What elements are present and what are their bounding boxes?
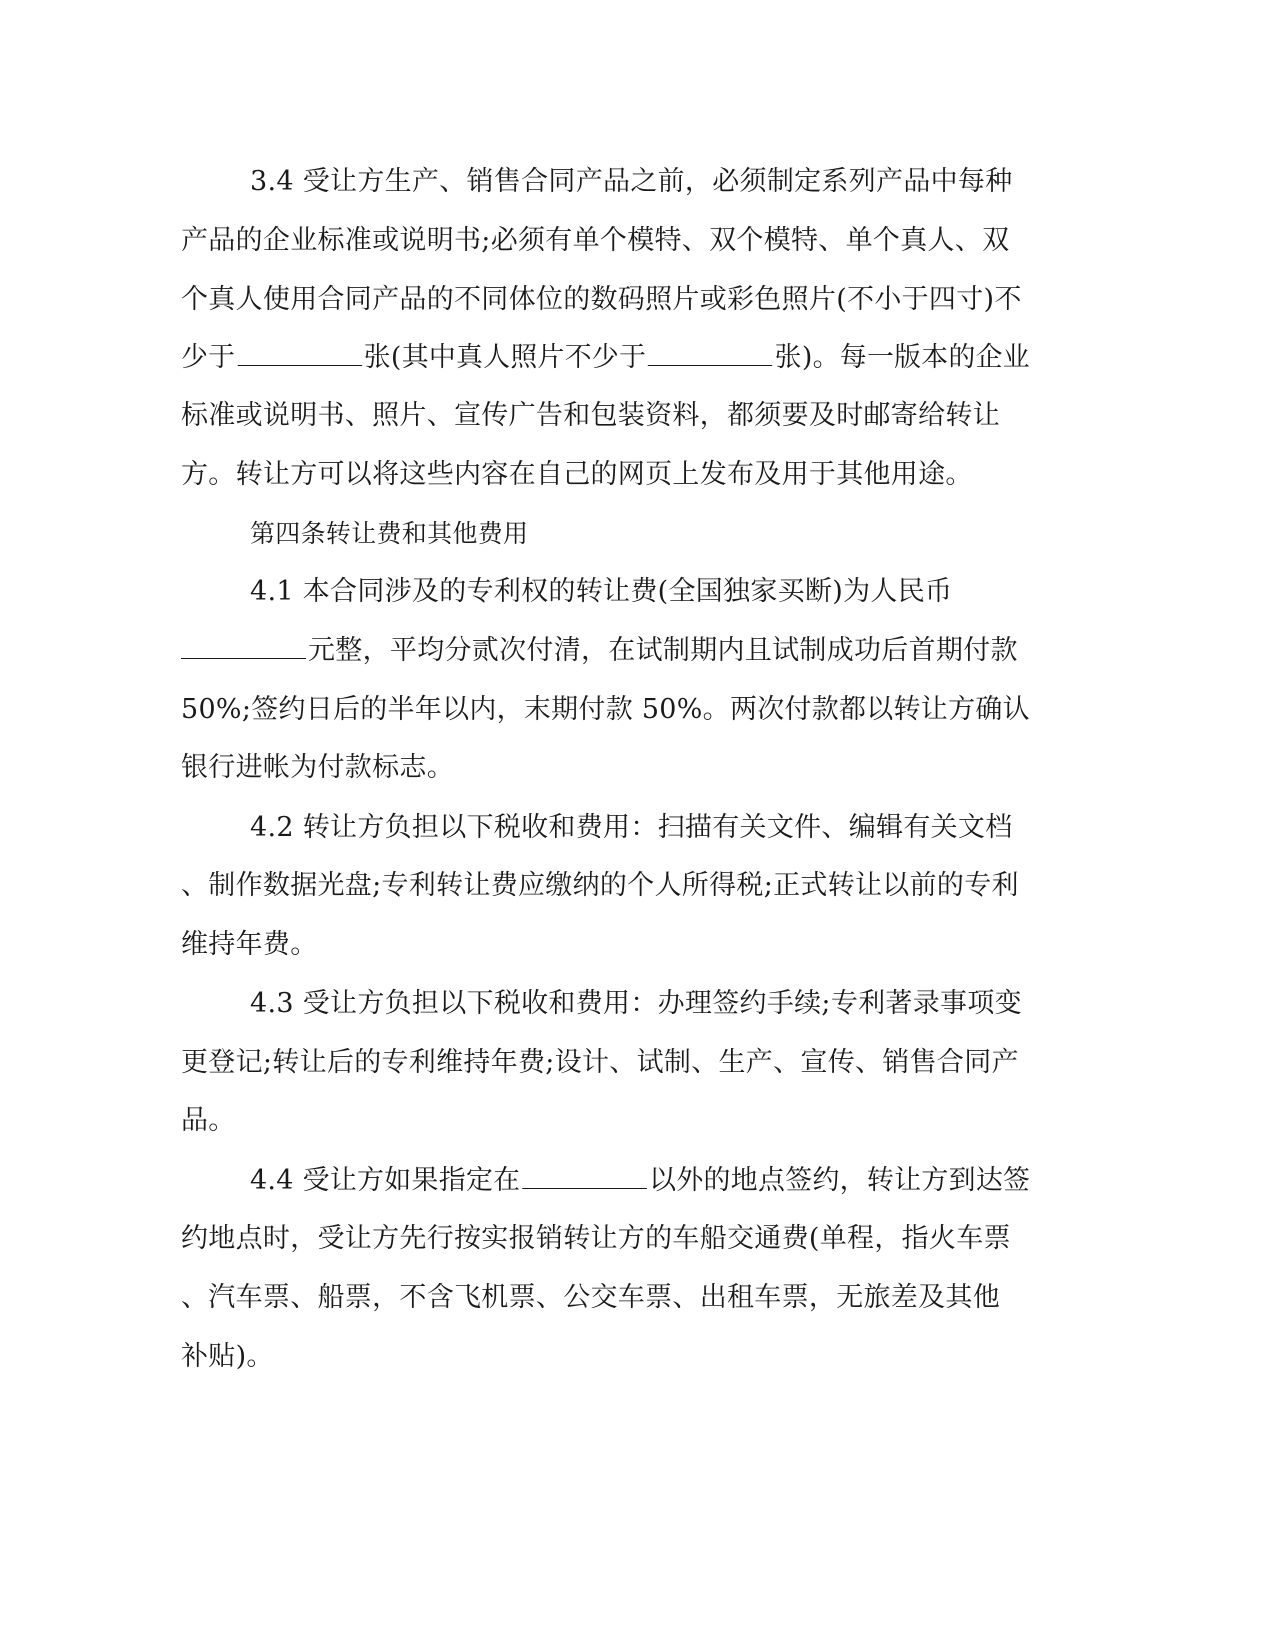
paragraph-4-4-line-3 bbox=[181, 1280, 1000, 1316]
paragraph-4-4-line-2 bbox=[181, 1221, 1011, 1257]
text-span: 4.3 受让方负担以下税收和费用：办理签约手续;专利著录事项变 bbox=[250, 988, 1022, 1019]
text-span: 、汽车票、船票，不含飞机票、公交车票、出租车票，无旅差及其他 bbox=[181, 1282, 1000, 1313]
paragraph-4-1-line-2 bbox=[181, 633, 1018, 669]
text-span: 以外的地点签约，转让方到达签 bbox=[649, 1165, 1031, 1196]
text-span: 4.1 本合同涉及的专利权的转让费(全国独家买断)为人民币 bbox=[250, 576, 953, 607]
text-span: 产品的企业标准或说明书;必须有单个模特、双个模特、单个真人、双 bbox=[181, 225, 1010, 256]
text-span: 50%;签约日后的半年以内，末期付款 50%。两次付款都以转让方确认 bbox=[181, 694, 1030, 725]
paragraph-4-1-line-4 bbox=[181, 750, 454, 786]
paragraph-4-2-line-2 bbox=[181, 868, 1019, 904]
paragraph-3-4-line-5 bbox=[181, 398, 1000, 434]
paragraph-3-4-line-3 bbox=[181, 282, 1022, 318]
text-span: 4.2 转让方负担以下税收和费用：扫描有关文件、编辑有关文档 bbox=[250, 812, 1013, 843]
paragraph-4-3-line-3 bbox=[181, 1103, 236, 1139]
text-span: 元整，平均分贰次付清，在试制期内且试制成功后首期付款 bbox=[308, 635, 1018, 666]
text-span: 维持年费。 bbox=[181, 929, 318, 960]
text-span: 银行进帐为付款标志。 bbox=[181, 752, 454, 783]
article-4-heading bbox=[250, 516, 528, 552]
text-span: 标准或说明书、照片、宣传广告和包装资料，都须要及时邮寄给转让 bbox=[181, 400, 1000, 431]
paragraph-4-2-line-1 bbox=[250, 810, 1013, 846]
paragraph-3-4-line-2 bbox=[181, 223, 1009, 259]
text-span: 品。 bbox=[181, 1105, 236, 1136]
paragraph-4-4-line-1 bbox=[250, 1163, 1030, 1199]
paragraph-3-4-line-6 bbox=[181, 457, 973, 493]
text-span: 4.4 受让方如果指定在 bbox=[250, 1165, 521, 1196]
text-span: 个真人使用合同产品的不同体位的数码照片或彩色照片(不小于四寸)不 bbox=[181, 284, 1022, 315]
text-span: 、制作数据光盘;专利转让费应缴纳的个人所得税;正式转让以前的专利 bbox=[181, 870, 1019, 901]
text-span: 更登记;转让后的专利维持年费;设计、试制、生产、宣传、销售合同产 bbox=[181, 1047, 1019, 1078]
text-span: 少于 bbox=[181, 342, 236, 373]
text-span: 约地点时，受让方先行按实报销转让方的车船交通费(单程，指火车票 bbox=[181, 1223, 1011, 1254]
paragraph-4-1-line-3 bbox=[181, 692, 1030, 728]
fill-in-blank[interactable] bbox=[522, 1163, 647, 1189]
paragraph-3-4-line-1 bbox=[250, 164, 1013, 200]
fill-in-blank[interactable] bbox=[648, 340, 772, 366]
text-span: 张(其中真人照片不少于 bbox=[363, 342, 647, 373]
fill-in-blank[interactable] bbox=[181, 633, 306, 659]
text-span: 方。转让方可以将这些内容在自己的网页上发布及用于其他用途。 bbox=[181, 459, 973, 490]
fill-in-blank[interactable] bbox=[237, 340, 361, 366]
text-span: 第四条转让费和其他费用 bbox=[250, 519, 529, 548]
paragraph-4-3-line-1 bbox=[250, 986, 1022, 1022]
paragraph-4-2-line-3 bbox=[181, 927, 318, 963]
paragraph-4-4-line-4 bbox=[181, 1339, 274, 1375]
paragraph-4-3-line-2 bbox=[181, 1045, 1019, 1081]
paragraph-4-1-line-1 bbox=[250, 574, 952, 610]
paragraph-3-4-line-4 bbox=[181, 340, 1030, 376]
text-span: 3.4 受让方生产、销售合同产品之前，必须制定系列产品中每种 bbox=[250, 166, 1013, 197]
text-span: 补贴)。 bbox=[181, 1341, 274, 1372]
text-span: 张)。每一版本的企业 bbox=[774, 342, 1030, 373]
